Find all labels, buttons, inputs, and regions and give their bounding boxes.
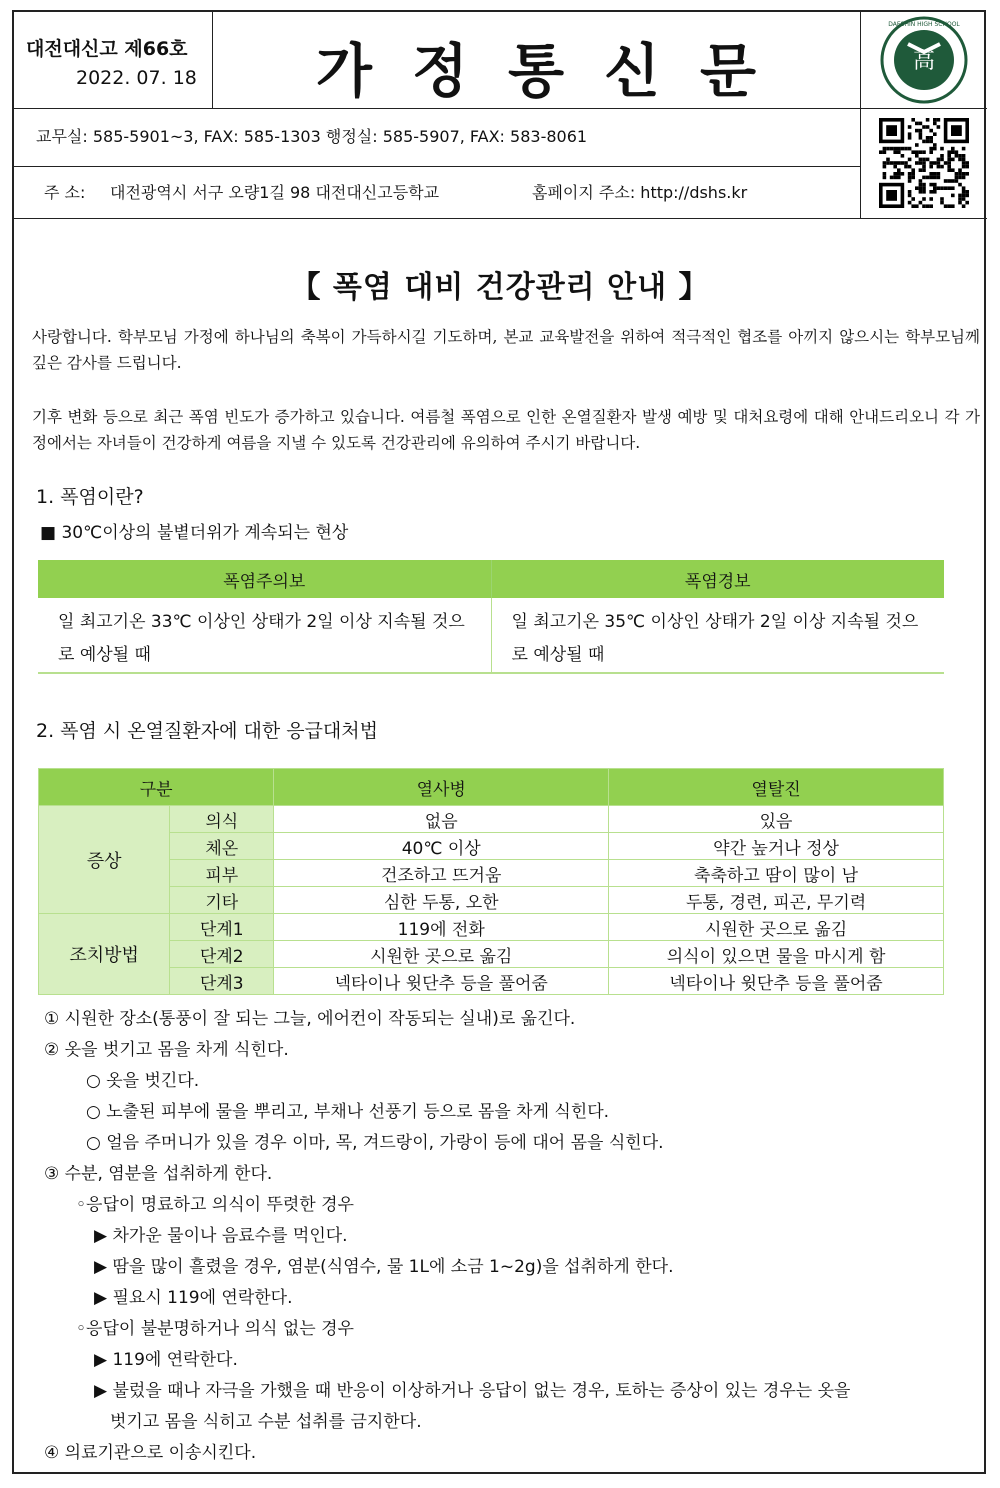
- issue-number: 대전대신고 제66호: [26, 38, 188, 60]
- logo-text: DAESHIN HIGH SCHOOL: [888, 21, 960, 28]
- table-row: [39, 806, 944, 833]
- step-3-action: ▶ 불렀을 때나 자극을 가했을 때 반응이 이상하거나 응답이 없는 경우, 토하는 증상이 있는 경우는 옷을: [94, 1381, 851, 1401]
- contact-info: 교무실: 585-5901~3, FAX: 585-1303 행정실: 585-5907, FAX: 583-8061: [36, 127, 588, 146]
- school-logo: [860, 12, 987, 109]
- exhaustion-cell: 시원한 곳으로 옮김: [609, 914, 944, 941]
- step-3-case: ◦응답이 명료하고 의식이 뚜렷한 경우: [76, 1195, 354, 1215]
- col-header-heatstroke: 열사병: [274, 769, 609, 806]
- table-row: [39, 860, 944, 887]
- table-row: [39, 941, 944, 968]
- heatstroke-cell: 없음: [274, 806, 609, 833]
- step-1: ① 시원한 장소(통풍이 잘 되는 그늘, 에어컨이 작동되는 실내)로 옮긴다.: [44, 1009, 576, 1029]
- section1-bullet: ■ 30℃이상의 불볕더위가 계속되는 현상: [40, 523, 349, 543]
- first-aid-table: [38, 768, 944, 995]
- step-3-action: ▶ 땀을 많이 흘렸을 경우, 염분(식염수, 물 1L에 소금 1~2g)을 섭취하게 한다.: [94, 1257, 674, 1277]
- table-row: [39, 968, 944, 995]
- qr-code-icon[interactable]: [879, 118, 969, 208]
- exhaustion-cell: 있음: [609, 806, 944, 833]
- school-emblem-icon: [861, 12, 987, 108]
- step-2-item: ○ 노출된 피부에 물을 뿌리고, 부채나 선풍기 등으로 몸을 차게 식힌다.: [86, 1102, 610, 1122]
- exhaustion-cell: 축축하고 땀이 많이 남: [609, 860, 944, 887]
- exhaustion-cell: 두통, 경련, 피곤, 무기력: [609, 887, 944, 914]
- address-label: 주 소:: [44, 183, 86, 202]
- category-symptoms: 증상: [39, 806, 170, 914]
- heatstroke-cell: 40℃ 이상: [274, 833, 609, 860]
- notice-title: 【 폭염 대비 건강관리 안내 】: [290, 270, 710, 305]
- step-3-action: ▶ 차가운 물이나 음료수를 먹인다.: [94, 1226, 348, 1246]
- address-row: [14, 166, 860, 219]
- table-row: [39, 833, 944, 860]
- section2-heading: 2. 폭염 시 온열질환자에 대한 응급대처법: [36, 720, 378, 742]
- sub-label: 단계1: [170, 914, 274, 941]
- heatstroke-cell: 건조하고 뜨거움: [274, 860, 609, 887]
- sub-label: 단계2: [170, 941, 274, 968]
- sub-label: 피부: [170, 860, 274, 887]
- intro-paragraph: 기후 변화 등으로 최근 폭염 빈도가 증가하고 있습니다. 여름철 폭염으로 인한 온열질환자 발생 예방 및 대처요령에 대해 안내드리오니 각 가정에서는 자녀들이 건강하게 여름을 지낼 수 있도록 건강관리에 유의하여 주시기 바랍니다.: [32, 408, 980, 452]
- step-4: ④ 의료기관으로 이송시킨다.: [44, 1443, 257, 1463]
- step-3-action: ▶ 필요시 119에 연락한다.: [94, 1288, 293, 1308]
- category-measures: 조치방법: [39, 914, 170, 995]
- step-3-action: ▶ 119에 연락한다.: [94, 1350, 238, 1370]
- exhaustion-cell: 넥타이나 윗단추 등을 풀어줌: [609, 968, 944, 995]
- step-3-case: ◦응답이 불분명하거나 의식 없는 경우: [76, 1319, 354, 1339]
- greeting-paragraph: 사랑합니다. 학부모님 가정에 하나님의 축복이 가득하시길 기도하며, 본교 교육발전을 위하여 적극적인 협조를 아끼지 않으시는 학부모님께 깊은 감사를 드립니다.: [32, 328, 980, 372]
- sub-label: 체온: [170, 833, 274, 860]
- exhaustion-cell: 약간 높거나 정상: [609, 833, 944, 860]
- newsletter-title: 가정통신문: [315, 37, 797, 105]
- logo-char: 高: [912, 49, 936, 74]
- step-3: ③ 수분, 염분을 섭취하게 한다.: [44, 1164, 273, 1184]
- exhaustion-cell: 의식이 있으면 물을 마시게 함: [609, 941, 944, 968]
- heatstroke-cell: 119에 전화: [274, 914, 609, 941]
- issue-date: 2022. 07. 18: [76, 67, 197, 89]
- address-value: 대전광역시 서구 오량1길 98 대전대신고등학교: [110, 183, 440, 202]
- table-row: [39, 887, 944, 914]
- alert-cell-advisory: 일 최고기온 33℃ 이상인 상태가 2일 이상 지속될 것으로 예상될 때: [38, 598, 491, 673]
- alert-cell-warning: 일 최고기온 35℃ 이상인 상태가 2일 이상 지속될 것으로 예상될 때: [491, 598, 944, 673]
- qr-code-box[interactable]: [860, 108, 987, 219]
- alert-header-warning: 폭염경보: [491, 560, 944, 598]
- issue-box: [14, 12, 213, 109]
- page-frame: [12, 10, 986, 1474]
- newsletter-title-box: [212, 12, 860, 109]
- section1-heading: 1. 폭염이란?: [36, 486, 144, 508]
- step-2-item: ○ 얼음 주머니가 있을 경우 이마, 목, 겨드랑이, 가랑이 등에 대어 몸을 식힌다.: [86, 1133, 664, 1153]
- sub-label: 의식: [170, 806, 274, 833]
- step-2-item: ○ 옷을 벗긴다.: [86, 1071, 200, 1091]
- alert-header-advisory: 폭염주의보: [38, 560, 491, 598]
- step-3-action-cont: 벗기고 몸을 식히고 수분 섭취를 금지한다.: [110, 1412, 422, 1432]
- heatwave-alert-table: [38, 560, 944, 674]
- step-2: ② 옷을 벗기고 몸을 차게 식힌다.: [44, 1040, 289, 1060]
- col-header-category: 구분: [39, 769, 274, 806]
- heatstroke-cell: 심한 두통, 오한: [274, 887, 609, 914]
- sub-label: 기타: [170, 887, 274, 914]
- homepage-info: 홈페이지 주소: http://dshs.kr: [532, 183, 748, 202]
- heatstroke-cell: 시원한 곳으로 옮김: [274, 941, 609, 968]
- sub-label: 단계3: [170, 968, 274, 995]
- heatstroke-cell: 넥타이나 윗단추 등을 풀어줌: [274, 968, 609, 995]
- col-header-heat-exhaustion: 열탈진: [609, 769, 944, 806]
- table-row: [39, 914, 944, 941]
- contact-row: [14, 108, 860, 167]
